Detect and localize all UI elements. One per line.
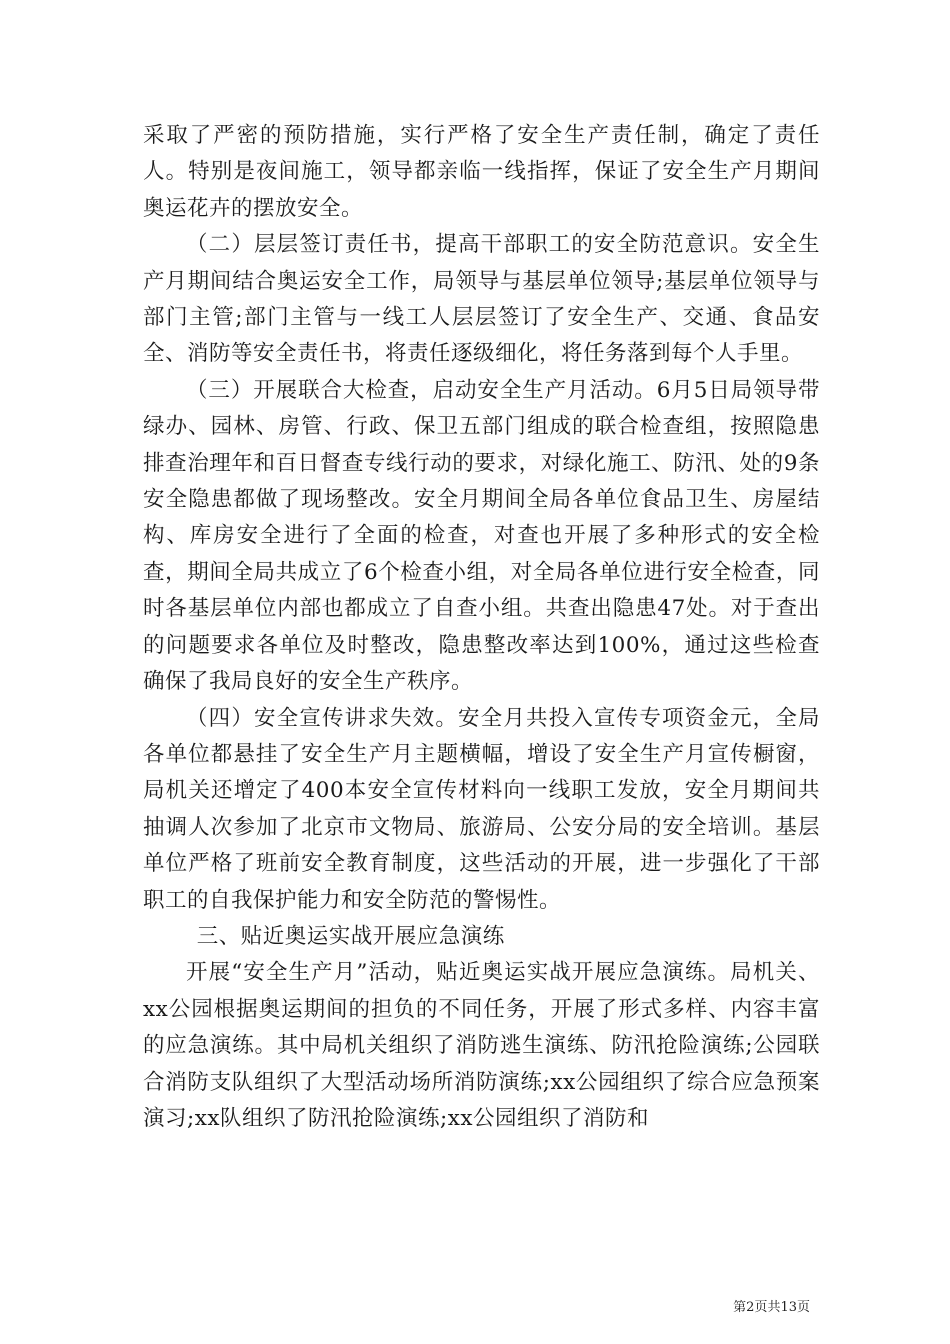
paragraph-section-four: （四）安全宣传讲求失效。安全月共投入宣传专项资金元，全局各单位都悬挂了安全生产月主题横幅，增设了安全生产月宣传橱窗，局机关还增定了400本安全宣传材料向一线职工发放，安全月期间共抽调人次参加了北京市文物局、旅游局、公安分局的安全培训。基层单位严格了班前安全教育制度，这些活动的开展，进一步强化了干部职工的自我保护能力和安全防范的警惕性。: [143, 705, 820, 913]
section-heading-three: 三、贴近奥运实战开展应急演练: [196, 923, 505, 949]
paragraph-emergency-drill: 开展“安全生产月”活动，贴近奥运实战开展应急演练。局机关、xx公园根据奥运期间的担负的不同任务，开展了形式多样、内容丰富的应急演练。其中局机关组织了消防逃生演练、防汛抢险演练;公园联合消防支队组织了大型活动场所消防演练;xx公园组织了综合应急预案演习;xx队组织了防汛抢险演练;xx公园组织了消防和: [143, 960, 820, 1131]
page-number-footer: 第2页共13页: [733, 1300, 810, 1315]
paragraph-section-three: （三）开展联合大检查，启动安全生产月活动。6月5日局领导带绿办、园林、房管、行政、保卫五部门组成的联合检查组，按照隐患排查治理年和百日督查专线行动的要求，对绿化施工、防汛、处的9条安全隐患都做了现场整改。安全月期间全局各单位食品卫生、房屋结构、库房安全进行了全面的检查，对查也开展了多种形式的安全检查，期间全局共成立了6个检查小组，对全局各单位进行安全检查，同时各基层单位内部也都成立了自查小组。共查出隐患47处。对于查出的问题要求各单位及时整改，隐患整改率达到100%，通过这些检查确保了我局良好的安全生产秩序。: [143, 377, 820, 695]
paragraph-continuation: 采取了严密的预防措施，实行严格了安全生产责任制，确定了责任人。特别是夜间施工，领导都亲临一线指挥，保证了安全生产月期间奥运花卉的摆放安全。: [143, 123, 820, 221]
paragraph-section-two: （二）层层签订责任书，提高干部职工的安全防范意识。安全生产月期间结合奥运安全工作，局领导与基层单位领导;基层单位领导与部门主管;部门主管与一线工人层层签订了安全生产、交通、食品安全、消防等安全责任书，将责任逐级细化，将任务落到每个人手里。: [143, 232, 820, 367]
document-body: [143, 118, 820, 1137]
